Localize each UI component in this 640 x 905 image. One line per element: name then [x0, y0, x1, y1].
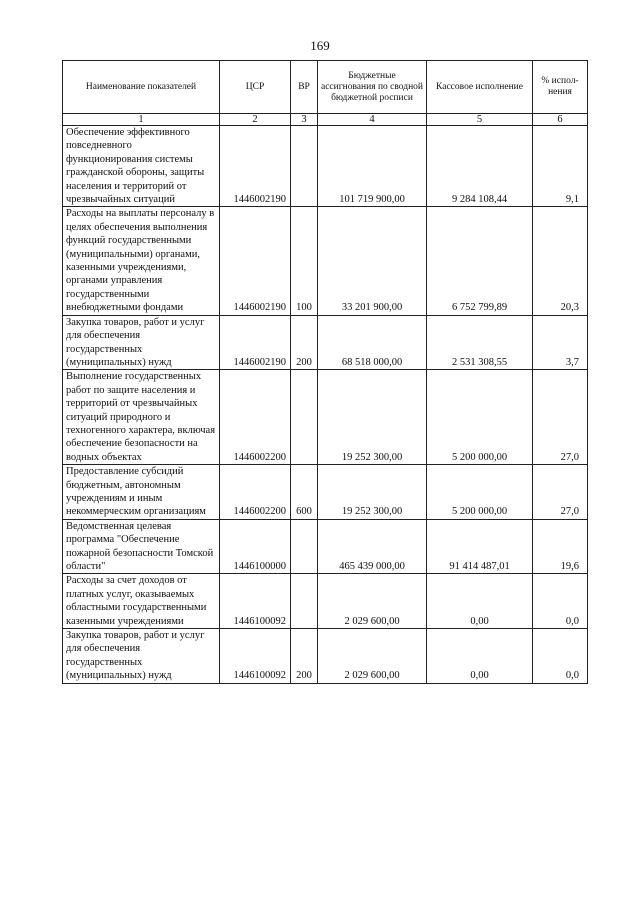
vr-code [291, 370, 318, 465]
executed-amount: 5 200 000,00 [427, 465, 533, 520]
indicator-name: Обеспечение эффективного повседневного функционирования системы гражданской обороны, защиты населения и территорий от чрезвычайных ситуаций [63, 126, 220, 207]
header-csr: ЦСР [220, 61, 291, 114]
execution-percent: 0,0 [533, 574, 588, 629]
table-row [63, 126, 588, 207]
table-header-row [63, 61, 588, 114]
header-name: Наименование показателей [63, 61, 220, 114]
csr-code: 1446002200 [220, 465, 291, 520]
column-numbers-row [63, 114, 588, 126]
csr-code: 1446100092 [220, 629, 291, 684]
vr-code: 600 [291, 465, 318, 520]
vr-code [291, 126, 318, 207]
csr-code: 1446002190 [220, 207, 291, 315]
table-row [63, 519, 588, 574]
executed-amount: 0,00 [427, 574, 533, 629]
column-number: 2 [220, 114, 291, 126]
budget-amount: 2 029 600,00 [318, 629, 427, 684]
indicator-name: Ведомственная целевая программа "Обеспечение пожарной безопасности Томской области" [63, 519, 220, 574]
execution-percent: 9,1 [533, 126, 588, 207]
csr-code: 1446002190 [220, 315, 291, 370]
indicator-name: Закупка товаров, работ и услуг для обеспечения государственных (муниципальных) нужд [63, 629, 220, 684]
execution-percent: 3,7 [533, 315, 588, 370]
vr-code: 200 [291, 629, 318, 684]
page-number: 169 [310, 38, 330, 53]
table-row [63, 207, 588, 315]
execution-percent: 27,0 [533, 465, 588, 520]
table-row [63, 315, 588, 370]
table-row [63, 574, 588, 629]
csr-code: 1446100000 [220, 519, 291, 574]
execution-percent: 20,3 [533, 207, 588, 315]
execution-percent: 27,0 [533, 370, 588, 465]
budget-amount: 101 719 900,00 [318, 126, 427, 207]
vr-code [291, 574, 318, 629]
csr-code: 1446002200 [220, 370, 291, 465]
column-number: 3 [291, 114, 318, 126]
indicator-name: Выполнение государственных работ по защите населения и территорий от чрезвычайных ситуаций природного и техногенного характера, включая обеспечение безопасности на водных объектах [63, 370, 220, 465]
vr-code: 100 [291, 207, 318, 315]
indicator-name: Расходы за счет доходов от платных услуг, оказываемых областными государственными казенными учреждениями [63, 574, 220, 629]
column-number: 1 [63, 114, 220, 126]
indicator-name: Расходы на выплаты персоналу в целях обеспечения выполнения функций государственными (муниципальными) органами, казенными учреждениями, органами управления государственными внебюджетными фондами [63, 207, 220, 315]
execution-percent: 0,0 [533, 629, 588, 684]
column-number: 4 [318, 114, 427, 126]
column-number: 5 [427, 114, 533, 126]
budget-amount: 465 439 000,00 [318, 519, 427, 574]
indicator-name: Предоставление субсидий бюджетным, автономным учреждениям и иным некоммерческим организациям [63, 465, 220, 520]
column-number: 6 [533, 114, 588, 126]
csr-code: 1446100092 [220, 574, 291, 629]
vr-code: 200 [291, 315, 318, 370]
vr-code [291, 519, 318, 574]
executed-amount: 0,00 [427, 629, 533, 684]
table-row [63, 629, 588, 684]
execution-percent: 19,6 [533, 519, 588, 574]
budget-amount: 33 201 900,00 [318, 207, 427, 315]
budget-amount: 19 252 300,00 [318, 370, 427, 465]
csr-code: 1446002190 [220, 126, 291, 207]
budget-amount: 2 029 600,00 [318, 574, 427, 629]
header-percent: % испол-нения [533, 61, 588, 114]
executed-amount: 9 284 108,44 [427, 126, 533, 207]
executed-amount: 6 752 799,89 [427, 207, 533, 315]
budget-execution-table [62, 60, 588, 684]
table-row [63, 465, 588, 520]
table-row [63, 370, 588, 465]
header-executed: Кассовое исполнение [427, 61, 533, 114]
budget-amount: 19 252 300,00 [318, 465, 427, 520]
header-budget: Бюджетные ассигнования по сводной бюджетной росписи [318, 61, 427, 114]
indicator-name: Закупка товаров, работ и услуг для обеспечения государственных (муниципальных) нужд [63, 315, 220, 370]
executed-amount: 5 200 000,00 [427, 370, 533, 465]
executed-amount: 91 414 487,01 [427, 519, 533, 574]
executed-amount: 2 531 308,55 [427, 315, 533, 370]
header-vr: ВР [291, 61, 318, 114]
budget-amount: 68 518 000,00 [318, 315, 427, 370]
